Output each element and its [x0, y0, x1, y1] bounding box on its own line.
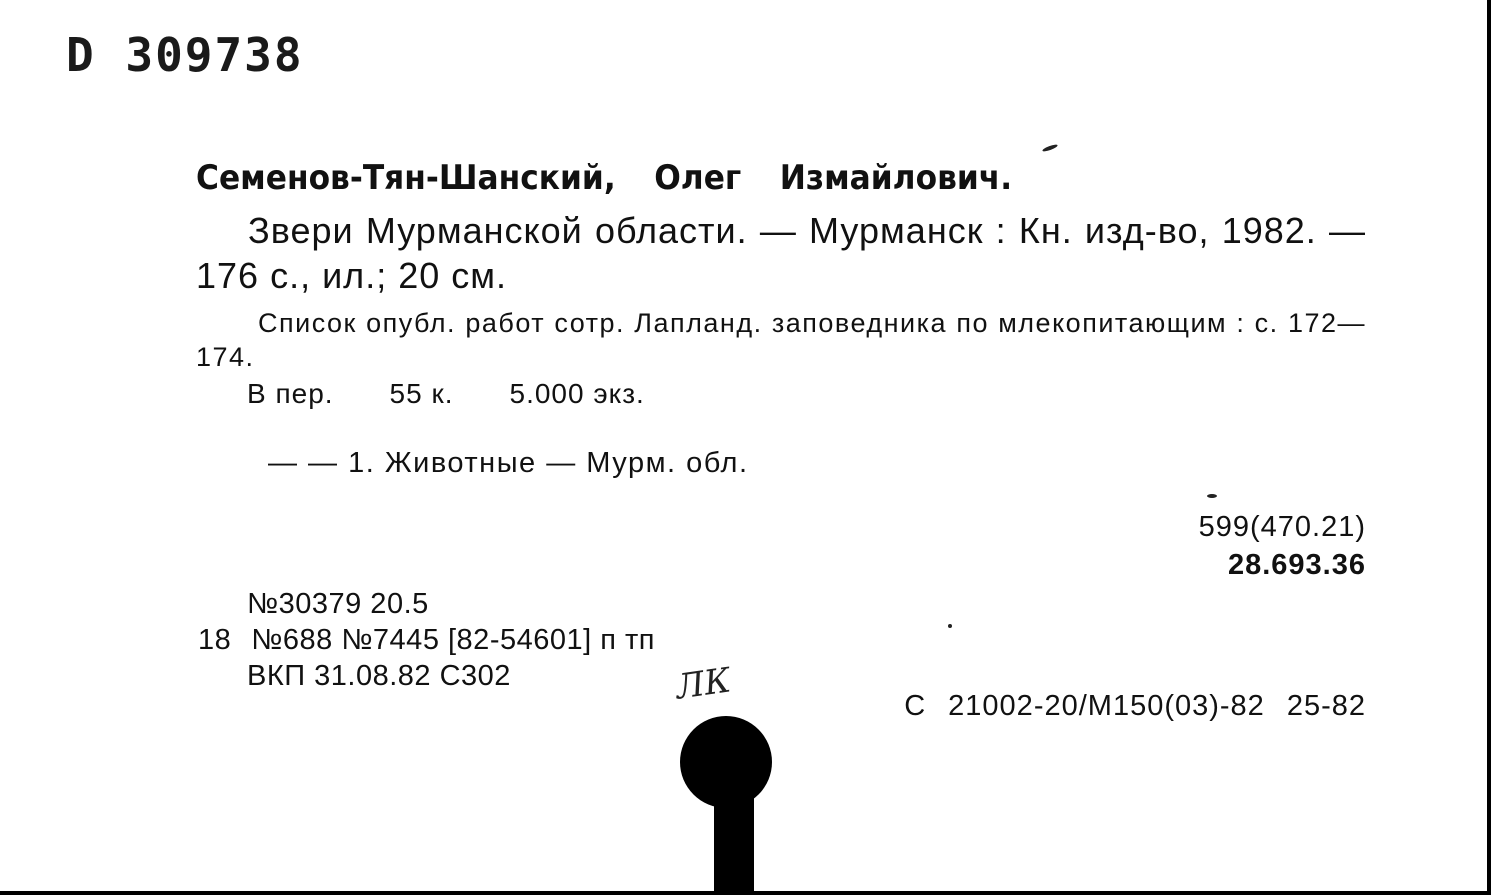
ink-speck: [948, 624, 952, 628]
production-line-1: №30379 20.5: [247, 588, 429, 620]
bbk-index: 28.693.36: [1227, 549, 1366, 581]
production-numbers: №688 №7445 [82-54601] п тп: [251, 624, 655, 656]
production-line-3: ВКП 31.08.82 С302: [247, 660, 511, 692]
ink-speck: [1042, 143, 1058, 152]
price-text: 55 к.: [389, 378, 454, 409]
author-heading: Семенов-Тян-Шанский, Олег Измайлович.: [196, 158, 1013, 198]
handwritten-mark: ЛК: [673, 660, 734, 708]
catalog-code-number: 21002-20/М150(03)-82: [948, 690, 1265, 722]
udc-index: 599(470.21): [1198, 511, 1366, 543]
accession-number: D 309738: [66, 28, 304, 82]
production-prefix: 18: [198, 624, 232, 656]
subject-tracing: — — 1. Животные — Мурм. обл.: [268, 447, 749, 479]
catalog-code: [904, 690, 1366, 723]
copies-text: 5.000 экз.: [509, 378, 645, 409]
production-line-2: [198, 624, 655, 657]
card-punch-slot: [714, 770, 754, 895]
ink-speck: [1207, 494, 1217, 498]
catalog-code-letter: С: [904, 690, 927, 722]
title-statement: Звери Мурманской области. — Мурманск : Кн. изд-во, 1982. — 176 с., ил.; 20 см.: [196, 210, 1366, 296]
bibliography-note: Список опубл. работ сотр. Лапланд. заповедника по млекопитающим : с. 172—174.: [196, 308, 1366, 372]
binding-text: В пер.: [247, 378, 334, 409]
catalog-code-suffix: 25-82: [1286, 690, 1366, 722]
price-line: [247, 378, 645, 410]
